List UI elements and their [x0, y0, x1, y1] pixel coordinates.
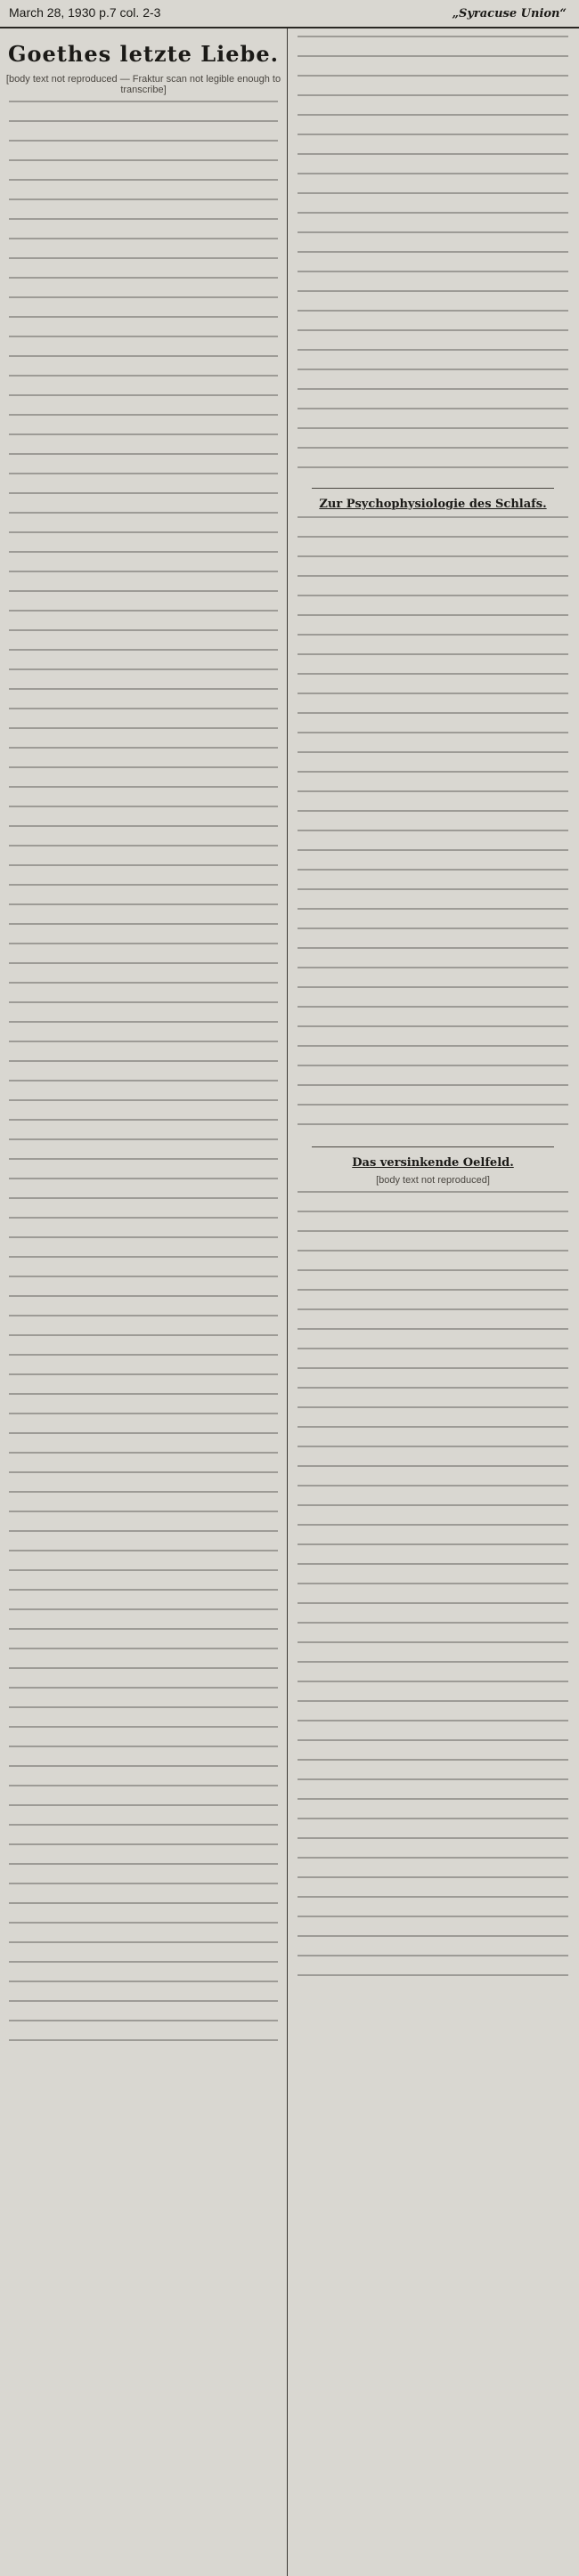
top-rule: [0, 27, 579, 28]
section-title-oelfeld: Das versinkende Oelfeld.: [352, 1156, 514, 1170]
date-note: March 28, 1930 p.7 col. 2-3: [9, 5, 161, 20]
body-text-placeholder: [9, 101, 278, 2059]
body-text-placeholder: [298, 36, 568, 481]
body-text-placeholder: [298, 1191, 568, 1992]
masthead: „Syracuse Union“: [452, 7, 567, 20]
column-divider: [287, 28, 288, 2576]
transcription-note: [body text not reproduced]: [376, 1175, 490, 1186]
body-text-placeholder: [298, 516, 568, 1139]
section-divider: [312, 1146, 554, 1147]
left-column: [5, 32, 281, 2576]
right-column: [294, 32, 572, 2576]
section-divider: [312, 488, 554, 489]
section-title-schlaf: Zur Psychophysiologie des Schlafs.: [319, 498, 547, 511]
article-headline: Goethes letzte Liebe.: [8, 41, 279, 67]
transcription-note: [body text not reproduced — Fraktur scan not legible enough to transcribe]: [5, 74, 281, 95]
